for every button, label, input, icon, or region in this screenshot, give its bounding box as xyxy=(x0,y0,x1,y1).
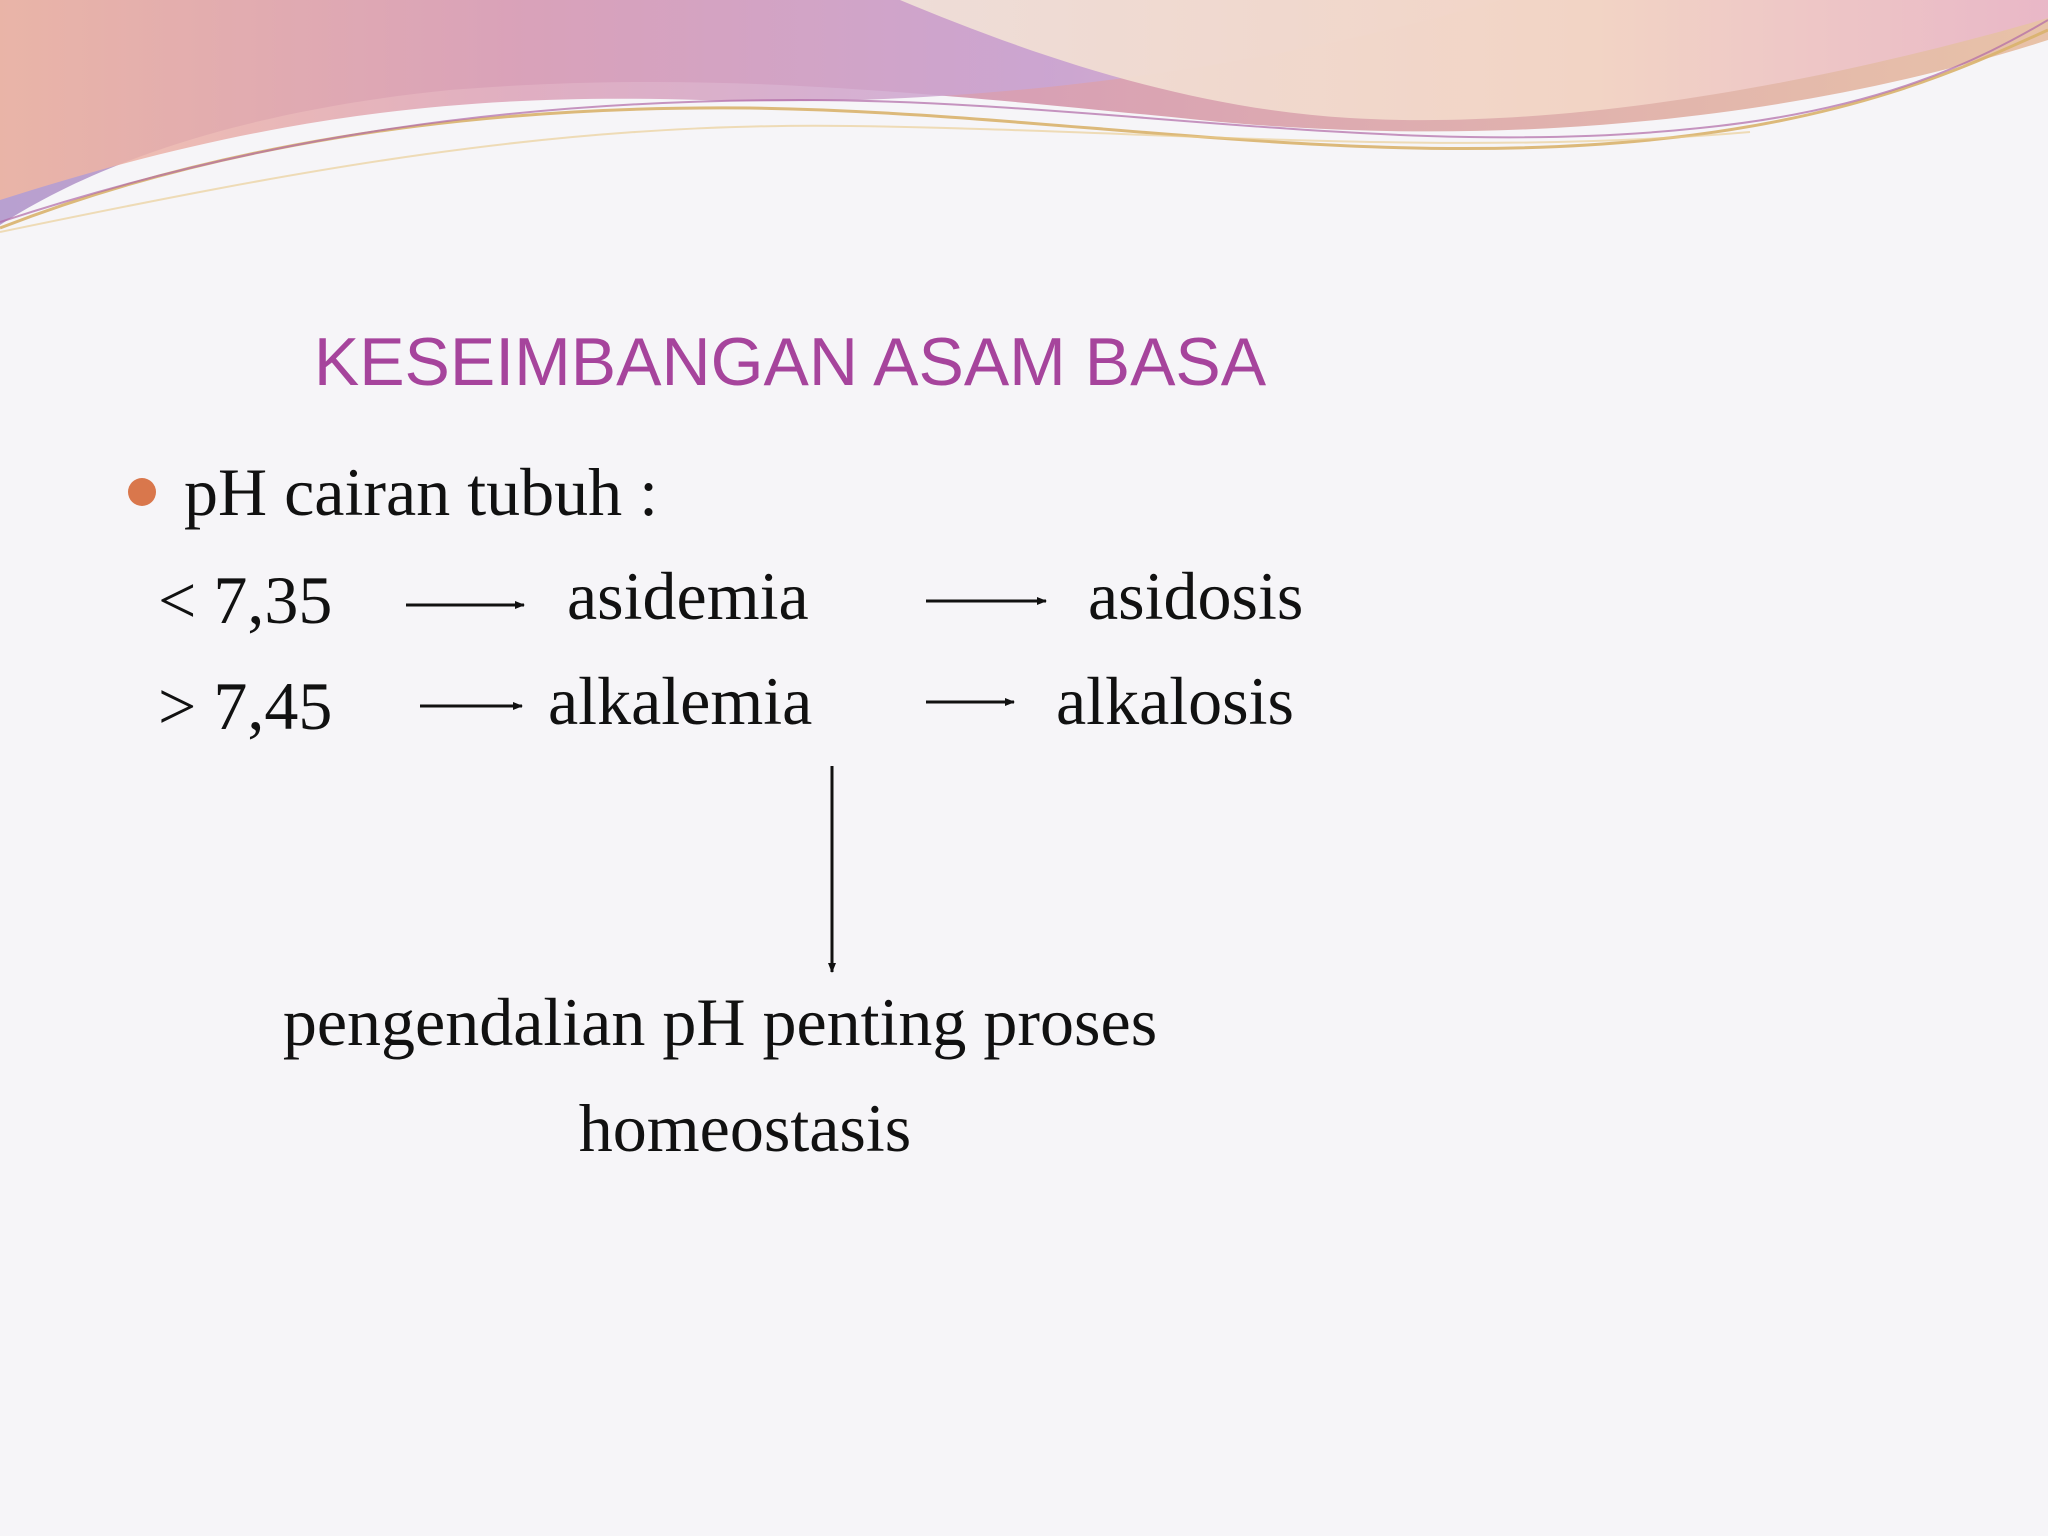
state-asidemia: asidemia xyxy=(567,558,809,634)
state-alkalemia: alkalemia xyxy=(548,663,813,739)
bullet-dot-icon xyxy=(128,478,156,506)
threshold-high: > 7,45 xyxy=(158,668,333,744)
conclusion-line-1: pengendalian pH penting proses xyxy=(282,984,1158,1060)
bullet-text: pH cairan tubuh : xyxy=(184,454,658,530)
result-asidosis: asidosis xyxy=(1088,558,1304,634)
conclusion-line-2: homeostasis xyxy=(578,1090,912,1166)
result-alkalosis: alkalosis xyxy=(1056,663,1294,739)
slide-title: KESEIMBANGAN ASAM BASA xyxy=(313,324,1267,400)
threshold-low: < 7,35 xyxy=(158,562,333,638)
header-wave-decoration xyxy=(0,0,2048,240)
